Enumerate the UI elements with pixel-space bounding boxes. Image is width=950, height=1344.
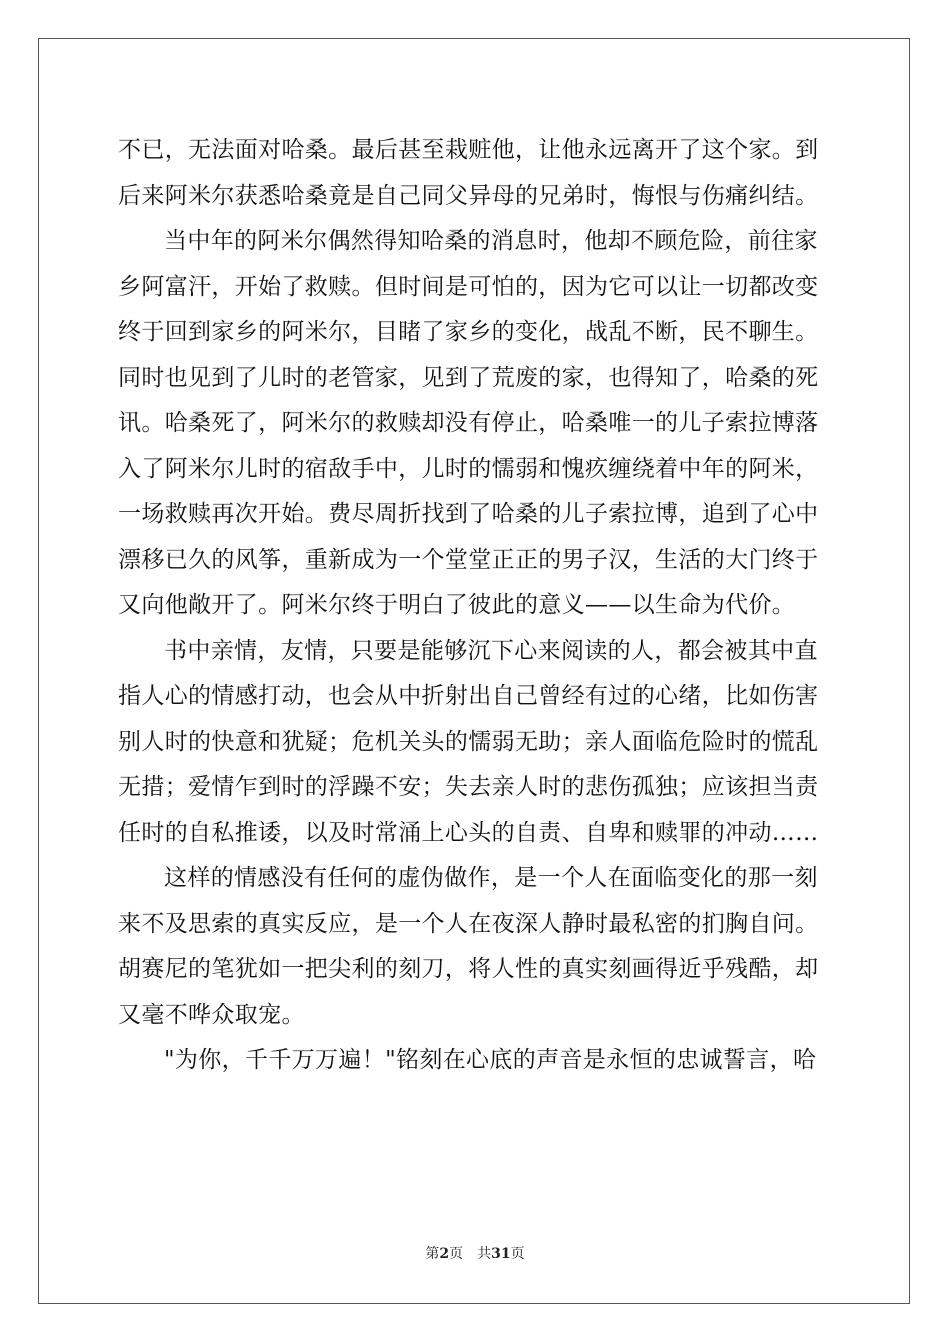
text-line: 不已，无法面对哈桑。最后甚至栽赃他，让他永远离开了这个家。到 — [118, 137, 819, 163]
text-line: 一场救赎再次开始。费尽周折找到了哈桑的儿子索拉博，追到了心中 — [118, 501, 819, 527]
text-line: 同时也见到了儿时的老管家，见到了荒废的家，也得知了，哈桑的死 — [118, 364, 819, 391]
text-line: 入了阿米尔儿时的宿敌手中，儿时的懦弱和愧疚缠绕着中年的阿米， — [118, 455, 819, 482]
text-line: 漂移已久的风筝，重新成为一个堂堂正正的男子汉，生活的大门终于 — [118, 546, 819, 573]
text-line: 当中年的阿米尔偶然得知哈桑的消息时，他却不顾危险，前往家 — [164, 228, 818, 254]
page-footer — [0, 1243, 950, 1263]
text-line: 来不及思索的真实反应，是一个人在夜深人静时最私密的扪胸自问。 — [118, 910, 819, 937]
text-line: 又向他敞开了。阿米尔终于明白了彼此的意义——以生命为代价。 — [118, 592, 796, 618]
text-line: 后来阿米尔获悉哈桑竟是自己同父异母的兄弟时，悔恨与伤痛纠结。 — [118, 182, 819, 209]
text-line: 又毫不哗众取宠。 — [118, 1001, 305, 1028]
total-page-count: 31 — [491, 1246, 511, 1262]
footer-prefix: 第 — [425, 1246, 440, 1262]
text-line: 无措；爱情乍到时的浮躁不安；失去亲人时的悲伤孤独；应该担当责 — [118, 774, 819, 800]
footer-total-suffix: 页 — [510, 1246, 525, 1262]
text-line: 终于回到家乡的阿米尔，目睹了家乡的变化，战乱不断，民不聊生。 — [118, 319, 819, 345]
text-line: 别人时的快意和犹疑；危机关头的懦弱无助；亲人面临危险时的慌乱 — [118, 728, 819, 755]
text-line: 书中亲情，友情，只要是能够沉下心来阅读的人，都会被其中直 — [164, 637, 818, 664]
current-page-number: 2 — [439, 1246, 450, 1262]
document-body — [118, 128, 834, 1084]
text-line: 这样的情感没有任何的虚伪做作，是一个人在面临变化的那一刻 — [164, 865, 818, 891]
text-line: 讯。哈桑死了，阿米尔的救赎却没有停止，哈桑唯一的儿子索拉博落 — [118, 410, 819, 436]
footer-total-prefix: 共 — [477, 1246, 492, 1262]
footer-page-suffix: 页 — [449, 1246, 464, 1262]
text-line: 指人心的情感打动，也会从中折射出自己曾经有过的心绪，比如伤害 — [118, 683, 819, 709]
text-line: 胡赛尼的笔犹如一把尖利的刻刀，将人性的真实刻画得近乎残酷，却 — [118, 956, 819, 982]
text-line: 任时的自私推诿，以及时常涌上心头的自责、自卑和赎罪的冲动…… — [118, 819, 819, 846]
text-line: 乡阿富汗，开始了救赎。但时间是可怕的，因为它可以让一切都改变 — [118, 273, 819, 300]
text-line: "为你，千千万万遍！"铭刻在心底的声音是永恒的忠诚誓言，哈 — [164, 1047, 817, 1073]
